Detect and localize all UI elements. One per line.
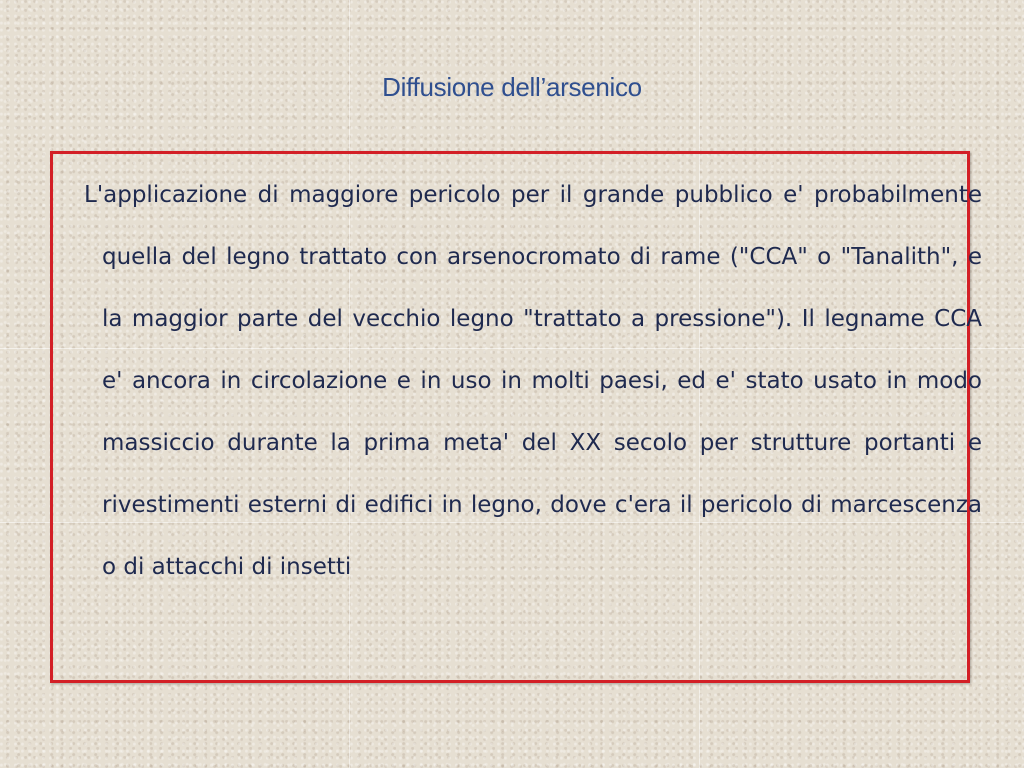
body-paragraph: L'applicazione di maggiore pericolo per il grande pubblico e' probabilmente quella del legno trattato con arsenocromato di rame ("CCA" o "Tanalith", e la maggior parte del vecchio legno "trattato a pressione"). Il legname CCA e' ancora in circolazione e in uso in molti paesi, ed e' stato usato in modo massiccio durante la prima meta' del XX secolo per strutture portanti e rivestimenti esterni di edifici in legno, dove c'era il pericolo di marcescenza o di attacchi di insetti xyxy=(84,182,982,580)
slide-title: Diffusione dell’arsenico xyxy=(382,72,642,102)
